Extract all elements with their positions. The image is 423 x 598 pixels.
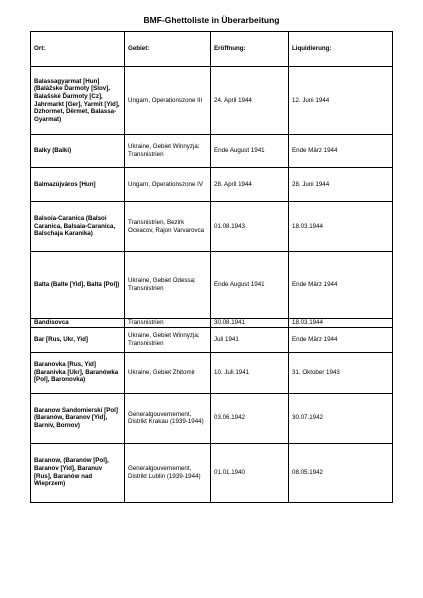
- column-header-liquidierung: Liquidierung:: [289, 32, 393, 67]
- cell-ort: Balmazújváros [Hun]: [31, 168, 125, 202]
- cell-eroeffnung: Ende August 1941: [211, 135, 289, 168]
- cell-eroeffnung: 24. April 1944: [211, 67, 289, 135]
- cell-eroeffnung: 01.01.1940: [211, 443, 289, 502]
- column-header-gebiet: Gebiet:: [125, 32, 211, 67]
- cell-liquidierung: Ende März 1944: [289, 252, 393, 319]
- cell-ort: Baranovka [Rus, Yid] (Baranivka [Ukr], Baranówka [Pol], Baronovka): [31, 352, 125, 393]
- cell-ort: Balta (Balte [Yid], Balta [Pol]): [31, 252, 125, 319]
- cell-eroeffnung: 10. Juli 1941: [211, 352, 289, 393]
- table-row: [31, 135, 393, 168]
- page-title: BMF-Ghettoliste in Überarbeitung: [143, 15, 280, 25]
- table-row: [31, 393, 393, 443]
- table-row: [31, 319, 393, 328]
- cell-gebiet: Ukraine, Gebiet Winnyzja; Transnistrien: [125, 135, 211, 168]
- table-row: [31, 67, 393, 135]
- cell-eroeffnung: 30.08.1941: [211, 319, 289, 328]
- cell-gebiet: Ukraine, Gebiet Winnyzja; Transnistrien: [125, 327, 211, 352]
- cell-liquidierung: Ende März 1944: [289, 327, 393, 352]
- cell-liquidierung: 08.05.1942: [289, 443, 393, 502]
- cell-ort: Baranow, (Baranów [Pol], Baranov [Yid], Baranuv [Rus], Baranów nad Wieprzem): [31, 443, 125, 502]
- cell-eroeffnung: Juli 1941: [211, 327, 289, 352]
- cell-ort: Balassagyarmat [Hun] (Balážske Ďarmoty [Slov], Balašské Ďarmoty [Cz], Jahrmarkt [Ger], Yarmit [Yid], Dzhormet, Dërmet, Balassa-Gyarmat): [31, 67, 125, 135]
- cell-liquidierung: 30.07.1942: [289, 393, 393, 443]
- ghetto-table: [30, 31, 393, 503]
- column-header-ort: Ort:: [31, 32, 125, 67]
- cell-eroeffnung: 03.06.1942: [211, 393, 289, 443]
- table-row: [31, 168, 393, 202]
- column-header-eroeffnung: Eröffnung:: [211, 32, 289, 67]
- table-row: [31, 443, 393, 502]
- table-row: [31, 327, 393, 352]
- cell-ort: Balky (Balki): [31, 135, 125, 168]
- cell-gebiet: Transnistrien: [125, 319, 211, 328]
- cell-ort: Bar [Rus, Ukr, Yid]: [31, 327, 125, 352]
- cell-gebiet: Ungarn, Operationszone III: [125, 67, 211, 135]
- cell-eroeffnung: 28. April 1944: [211, 168, 289, 202]
- cell-eroeffnung: Ende August 1941: [211, 252, 289, 319]
- cell-eroeffnung: 01.08.1943: [211, 202, 289, 252]
- cell-liquidierung: 18.03.1944: [289, 319, 393, 328]
- cell-liquidierung: 18.03.1944: [289, 202, 393, 252]
- cell-liquidierung: 28. Juni 1944: [289, 168, 393, 202]
- cell-gebiet: Transnistrien, Bezirk Oceacov, Rajon Varvarovca: [125, 202, 211, 252]
- cell-liquidierung: 31. Oktober 1943: [289, 352, 393, 393]
- cell-gebiet: Ukraine, Gebiet Odessa; Transnistrien: [125, 252, 211, 319]
- table-row: [31, 202, 393, 252]
- cell-liquidierung: Ende März 1944: [289, 135, 393, 168]
- cell-ort: Baranow Sandomierski [Pol] (Baranów, Baranov [Yid], Barniv, Bornov): [31, 393, 125, 443]
- cell-gebiet: Ungarn, Operationszone IV: [125, 168, 211, 202]
- table-row: [31, 352, 393, 393]
- cell-gebiet: Generalgouvernement, Distrikt Lublin (1939-1944): [125, 443, 211, 502]
- cell-liquidierung: 12. Juni 1944: [289, 67, 393, 135]
- cell-ort: Bandisovca: [31, 319, 125, 328]
- table-header-row: [31, 32, 393, 67]
- cell-gebiet: Ukraine, Gebiet Zhitomir: [125, 352, 211, 393]
- cell-gebiet: Generalgouvernement, Distrikt Krakau (1939-1944): [125, 393, 211, 443]
- table-row: [31, 252, 393, 319]
- cell-ort: Balsoia-Caranica (Balsoi Caranica, Balsaia-Caranica, Balschaja Karanika): [31, 202, 125, 252]
